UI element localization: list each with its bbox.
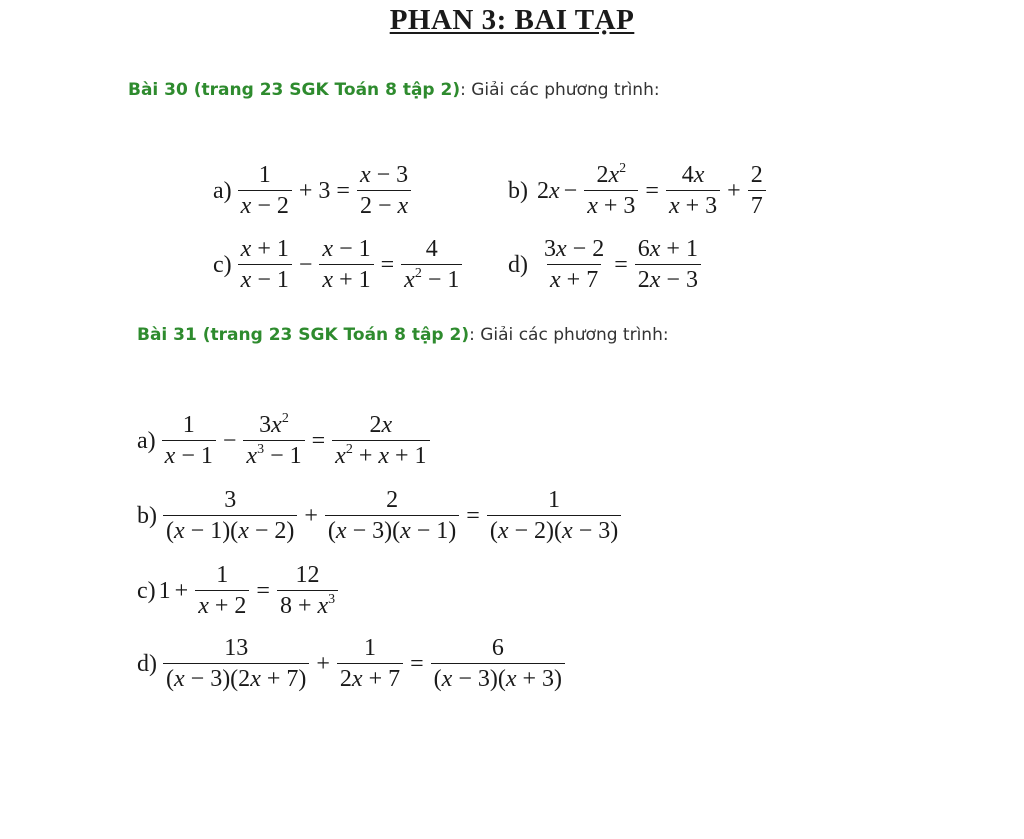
problem-31b: b) $\frac{3}{(x - 1)(x - 2)}$ + $\frac{2}{(x - 3)(x - 1)}$ = $\frac{1}{(x - 2)(x - 3)}$ bbox=[137, 488, 624, 544]
fraction: $\frac{x - 1}{x + 1}$ bbox=[319, 237, 373, 293]
exercise-31-instruction: Giải các phương trình: bbox=[474, 325, 669, 345]
fraction: $\frac{x - 3}{2 - x}$ bbox=[357, 163, 411, 219]
exercise-31-ref: Bài 31 (trang 23 SGK Toán 8 tập 2) bbox=[137, 325, 470, 345]
fraction: $\frac{1}{2x + 7}$ bbox=[337, 636, 403, 692]
page-title: PHAN 3: BAI TẠP bbox=[389, 4, 635, 36]
fraction: $\frac{3x^2}{x^3 - 1}$ bbox=[243, 413, 304, 469]
problem-label: d) bbox=[508, 251, 528, 278]
exercise-30-colon: : bbox=[460, 80, 466, 100]
problem-30c: c) $\frac{x + 1}{x - 1}$ − $\frac{x - 1}{x + 1}$ = $\frac{4}{x^2 - 1}$ bbox=[213, 237, 465, 293]
fraction: $\frac{2}{7}$ bbox=[748, 163, 766, 219]
problem-label: c) bbox=[137, 577, 156, 604]
problem-label: a) bbox=[213, 177, 232, 204]
fraction: $\frac{x + 1}{x - 1}$ bbox=[238, 237, 292, 293]
fraction: $\frac{4x}{x + 3}$ bbox=[666, 163, 720, 219]
problem-30a: a) $\frac{1}{x - 2}$ + 3 = $\frac{x - 3}{2 - x}$ bbox=[213, 163, 414, 219]
fraction: $\frac{1}{(x - 2)(x - 3)}$ bbox=[487, 488, 621, 544]
exercise-31-heading bbox=[137, 325, 669, 345]
exercise-31-colon: : bbox=[469, 325, 475, 345]
fraction: $\frac{13}{(x - 3)(2x + 7)}$ bbox=[163, 636, 309, 692]
fraction: $\frac{6}{(x - 3)(x + 3)}$ bbox=[431, 636, 565, 692]
problem-31d: d) $\frac{13}{(x - 3)(2x + 7)}$ + $\frac{1}{2x + 7}$ = $\frac{6}{(x - 3)(x + 3)}$ bbox=[137, 636, 568, 692]
fraction: $\frac{2x^2}{x + 3}$ bbox=[584, 163, 638, 219]
fraction: $\frac{2x}{x^2 + x + 1}$ bbox=[332, 413, 429, 469]
problem-label: b) bbox=[137, 502, 157, 529]
fraction: $\frac{4}{x^2 - 1}$ bbox=[401, 237, 462, 293]
problem-label: b) bbox=[508, 177, 528, 204]
problem-label: c) bbox=[213, 251, 232, 278]
fraction: $\frac{3x - 2}{x + 7}$ bbox=[544, 236, 605, 294]
problem-30b: b) 2x − $\frac{2x^2}{x + 3}$ = $\frac{4x}{x + 3}$ + $\frac{2}{7}$ bbox=[508, 163, 769, 219]
fraction: $\frac{12}{8 + x^3}$ bbox=[277, 563, 338, 619]
fraction: $\frac{1}{x - 1}$ bbox=[162, 413, 216, 469]
problem-31a: a) $\frac{1}{x - 1}$ − $\frac{3x^2}{x^3 - 1}$ = $\frac{2x}{x^2 + x + 1}$ bbox=[137, 413, 433, 469]
problem-label: a) bbox=[137, 427, 156, 454]
fraction: $\frac{1}{x - 2}$ bbox=[238, 163, 292, 219]
fraction: $\frac{2}{(x - 3)(x - 1)}$ bbox=[325, 488, 459, 544]
exercise-30-ref: Bài 30 (trang 23 SGK Toán 8 tập 2) bbox=[128, 80, 461, 100]
exercise-30-instruction: Giải các phương trình: bbox=[465, 80, 660, 100]
fraction: $\frac{3}{(x - 1)(x - 2)}$ bbox=[163, 488, 297, 544]
problem-30d: d) $\frac{3x - 2}{x + 7}$ = $\frac{6x + 1}{2x - 3}$ bbox=[508, 237, 704, 293]
problem-31c: c) 1 + $\frac{1}{x + 2}$ = $\frac{12}{8 + x^3}$ bbox=[137, 563, 341, 619]
fraction: $\frac{1}{x + 2}$ bbox=[195, 563, 249, 619]
fraction: $\frac{6x + 1}{2x - 3}$ bbox=[635, 237, 701, 293]
exercise-30-heading bbox=[128, 80, 660, 100]
problem-label: d) bbox=[137, 650, 157, 677]
